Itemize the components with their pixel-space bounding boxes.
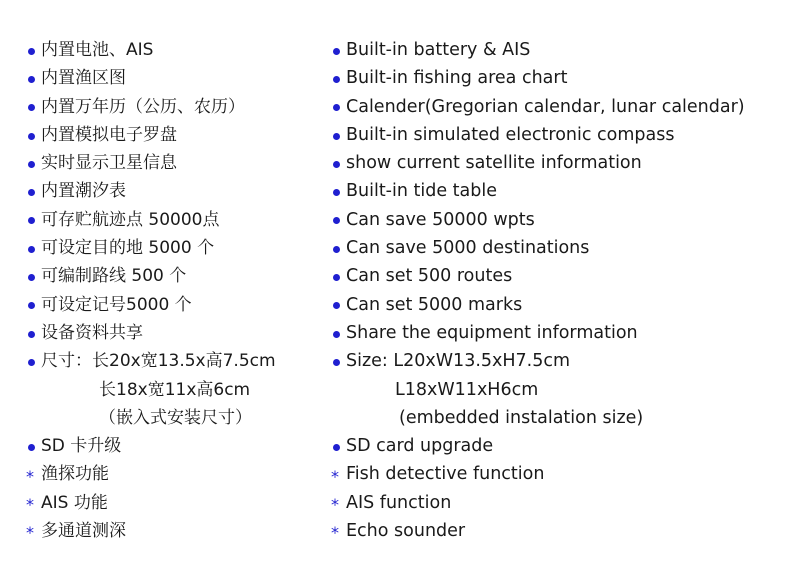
feature-text: SD card upgrade <box>346 436 494 457</box>
bullet-dot-icon <box>28 48 35 55</box>
list-item <box>26 36 326 64</box>
feature-text: Built-in tide table <box>346 181 497 202</box>
list-item-continuation <box>331 376 791 404</box>
list-item <box>331 347 791 375</box>
bullet-dot-icon <box>28 331 35 338</box>
list-item <box>331 262 791 290</box>
feature-text: (embedded instalation size) <box>399 407 644 428</box>
feature-text: AIS 功能 <box>41 492 108 513</box>
feature-text: 多通道测深 <box>41 521 126 542</box>
feature-text: 可设定目的地 5000 个 <box>41 238 215 259</box>
feature-text: Echo sounder <box>346 521 466 542</box>
list-item <box>331 432 791 460</box>
feature-text: Calender(Gregorian calendar, lunar calendar) <box>346 96 745 117</box>
list-item <box>26 149 326 177</box>
feature-text: Built-in simulated electronic compass <box>346 124 675 145</box>
english-feature-list <box>331 36 791 545</box>
feature-text: Built-in fishing area chart <box>346 68 568 89</box>
feature-text: Can save 50000 wpts <box>346 209 535 230</box>
list-item <box>331 93 791 121</box>
bullet-dot-icon <box>28 133 35 140</box>
asterisk-icon: * <box>26 523 34 543</box>
feature-text: 内置潮汐表 <box>41 181 126 202</box>
feature-text: （嵌入式安装尺寸） <box>99 407 252 428</box>
list-item <box>331 64 791 92</box>
feature-text: Can set 5000 marks <box>346 294 523 315</box>
list-item <box>26 460 326 488</box>
feature-text: L18xW11xH6cm <box>395 379 539 400</box>
list-item <box>26 262 326 290</box>
feature-text: Share the equipment information <box>346 322 638 343</box>
bullet-dot-icon <box>333 133 340 140</box>
bullet-dot-icon <box>333 104 340 111</box>
bullet-dot-icon <box>333 246 340 253</box>
feature-text: Can set 500 routes <box>346 266 513 287</box>
list-item <box>331 177 791 205</box>
list-item-continuation <box>331 404 791 432</box>
asterisk-icon: * <box>26 466 34 486</box>
list-item <box>26 432 326 460</box>
feature-text: 尺寸：长20x宽13.5x高7.5cm <box>41 351 276 372</box>
bullet-dot-icon <box>333 48 340 55</box>
bullet-dot-icon <box>333 444 340 451</box>
list-item <box>26 93 326 121</box>
list-item-continuation <box>26 404 326 432</box>
bullet-dot-icon <box>333 359 340 366</box>
asterisk-icon: * <box>331 494 339 514</box>
feature-text: 渔探功能 <box>41 464 109 485</box>
bullet-dot-icon <box>333 217 340 224</box>
bullet-dot-icon <box>28 104 35 111</box>
bullet-dot-icon <box>333 331 340 338</box>
asterisk-icon: * <box>331 523 339 543</box>
feature-text: 内置万年历（公历、农历） <box>41 96 245 117</box>
list-item <box>331 149 791 177</box>
bullet-dot-icon <box>28 359 35 366</box>
bullet-dot-icon <box>333 189 340 196</box>
feature-text: 设备资料共享 <box>41 322 143 343</box>
bullet-dot-icon <box>28 189 35 196</box>
feature-text: 内置渔区图 <box>41 68 126 89</box>
list-item <box>26 489 326 517</box>
asterisk-icon: * <box>26 494 34 514</box>
list-item <box>26 291 326 319</box>
list-item <box>331 489 791 517</box>
list-item <box>26 517 326 545</box>
bullet-dot-icon <box>28 246 35 253</box>
bullet-dot-icon <box>28 444 35 451</box>
chinese-feature-list <box>26 36 326 545</box>
list-item <box>26 64 326 92</box>
bullet-dot-icon <box>28 217 35 224</box>
feature-text: SD 卡升级 <box>41 436 122 457</box>
list-item <box>331 460 791 488</box>
list-item <box>26 319 326 347</box>
feature-text: 内置模拟电子罗盘 <box>41 124 177 145</box>
bullet-dot-icon <box>333 161 340 168</box>
feature-text: Size: L20xW13.5xH7.5cm <box>346 351 571 372</box>
bullet-dot-icon <box>333 76 340 83</box>
feature-text: 内置电池、AIS <box>41 40 154 60</box>
feature-text: 实时显示卫星信息 <box>41 153 177 174</box>
list-item <box>331 234 791 262</box>
list-item <box>26 206 326 234</box>
bullet-dot-icon <box>28 76 35 83</box>
list-item <box>331 121 791 149</box>
feature-text: Built-in battery & AIS <box>346 40 531 60</box>
list-item <box>26 347 326 375</box>
list-item <box>331 319 791 347</box>
list-item <box>26 121 326 149</box>
feature-text: Fish detective function <box>346 464 545 485</box>
bullet-dot-icon <box>333 302 340 309</box>
feature-text: show current satellite information <box>346 153 642 174</box>
list-item <box>331 517 791 545</box>
feature-text: AIS function <box>346 492 452 513</box>
bullet-dot-icon <box>333 274 340 281</box>
list-item <box>331 291 791 319</box>
list-item <box>331 36 791 64</box>
list-item <box>26 177 326 205</box>
asterisk-icon: * <box>331 466 339 486</box>
feature-text: 可设定记号5000 个 <box>41 294 192 315</box>
bullet-dot-icon <box>28 302 35 309</box>
feature-text: 长18x宽11x高6cm <box>99 379 251 400</box>
feature-text: Can save 5000 destinations <box>346 238 590 259</box>
feature-text: 可编制路线 500 个 <box>41 266 187 287</box>
bullet-dot-icon <box>28 274 35 281</box>
list-item <box>331 206 791 234</box>
feature-text: 可存贮航迹点 50000点 <box>41 209 220 230</box>
list-item-continuation <box>26 376 326 404</box>
list-item <box>26 234 326 262</box>
bullet-dot-icon <box>28 161 35 168</box>
